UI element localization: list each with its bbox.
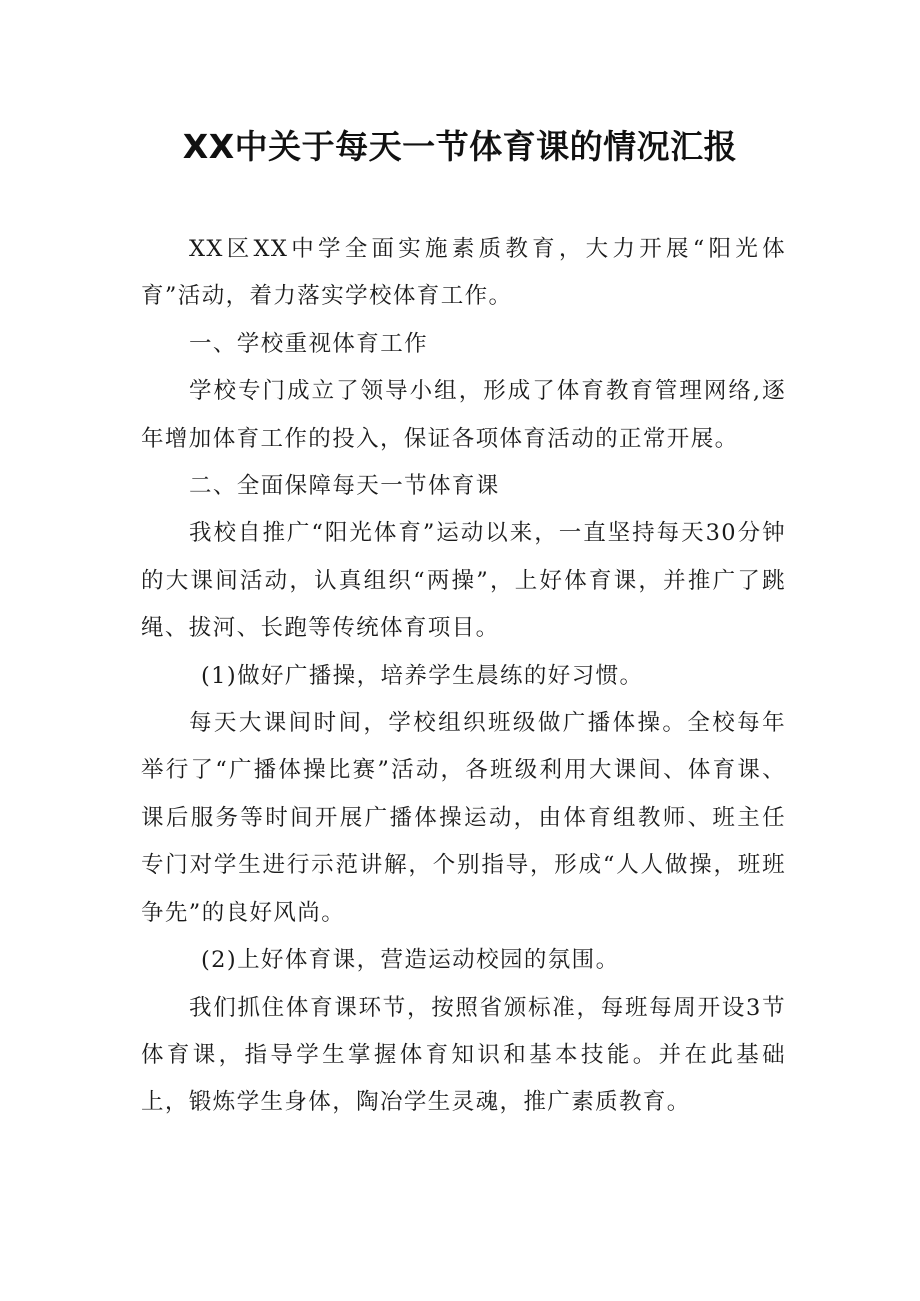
section-heading-2: 二、全面保障每天一节体育课 (189, 473, 500, 500)
subsection-heading-2: (2)上好体育课，营造运动校园的氛围。 (201, 947, 620, 974)
subsection-1-paragraph: 每天大课间时间，学校组织班级做广播体操。全校每年举行了“广播体操比赛”活动，各班级利用大课间、体育课、课后服务等时间开展广播体操运动，由体育组教师、班主任专门对学生进行示范讲解，个别指导，形成“人人做操，班班争先”的良好风尚。 (141, 710, 786, 926)
section-1-paragraph: 学校专门成立了领导小组，形成了体育教育管理网络,逐年增加体育工作的投入，保证各项体育活动的正常开展。 (141, 378, 786, 452)
subsection-heading-1: (1)做好广播操，培养学生晨练的好习惯。 (201, 662, 644, 689)
document-title: XX中关于每天一节体育课的情况汇报 (182, 127, 738, 166)
document-body (141, 226, 786, 1127)
intro-paragraph: XX区XX中学全面实施素质教育，大力开展“阳光体育”活动，着力落实学校体育工作。 (141, 236, 786, 310)
section-heading-1: 一、学校重视体育工作 (189, 330, 429, 357)
subsection-2-paragraph: 我们抓住体育课环节，按照省颁标准，每班每周开设3节体育课，指导学生掌握体育知识和基本技能。并在此基础上，锻炼学生身体，陶冶学生灵魂，推广素质教育。 (141, 994, 786, 1116)
section-2-paragraph: 我校自推广“阳光体育”运动以来，一直坚持每天30分钟的大课间活动，认真组织“两操”，上好体育课，并推广了跳绳、拔河、长跑等传统体育项目。 (141, 520, 786, 642)
